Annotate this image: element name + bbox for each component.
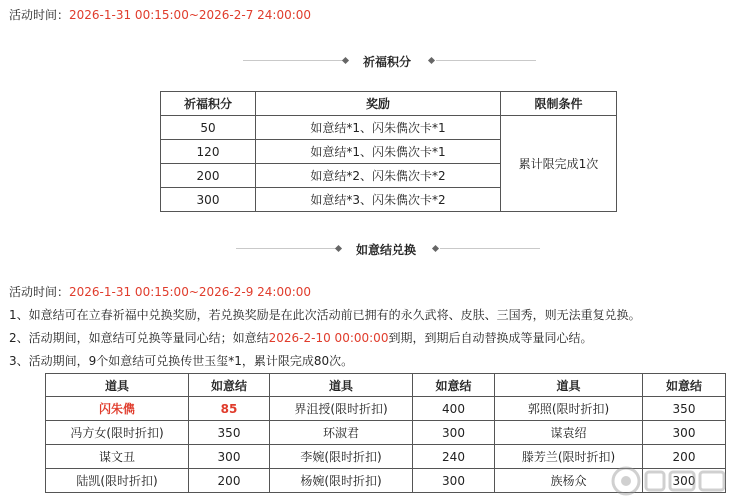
- heading-diamond-left: [342, 57, 349, 64]
- cost-cell: 200: [189, 469, 270, 493]
- cost-cell: 300: [643, 421, 726, 445]
- column-header: 道具: [495, 374, 643, 397]
- column-header: 祈福积分: [161, 92, 256, 116]
- activity-time-value: 2026-1-31 00:15:00~2026-2-7 24:00:00: [69, 8, 312, 22]
- item-cell: 族杨众: [495, 469, 643, 493]
- heading-diamond-left: [335, 245, 342, 252]
- item-cell: 滕芳兰(限时折扣): [495, 445, 643, 469]
- item-cell: 杨婉(限时折扣): [270, 469, 413, 493]
- column-header: 如意结: [189, 374, 270, 397]
- activity-time-label: 活动时间：: [9, 8, 70, 22]
- table-header-row: [46, 374, 726, 397]
- cost-cell: 300: [643, 469, 726, 493]
- table-row: [46, 421, 726, 445]
- activity-time-line: [9, 6, 311, 23]
- cost-cell: 200: [643, 445, 726, 469]
- exchange-time-value: 2026-1-31 00:15:00~2026-2-9 24:00:00: [69, 285, 312, 299]
- cost-cell: 300: [413, 469, 495, 493]
- rule-1: 1、如意结可在立春祈福中兑换奖励，若兑换奖励是在此次活动前已拥有的永久武将、皮肤、三国秀，则无法重复兑换。: [9, 308, 641, 322]
- column-header: 道具: [46, 374, 189, 397]
- heading-diamond-right: [432, 245, 439, 252]
- item-cell: 闪朱儁: [46, 397, 189, 421]
- cost-cell: 240: [413, 445, 495, 469]
- cost-cell: 350: [189, 421, 270, 445]
- cost-cell: 300: [189, 445, 270, 469]
- rule-2-text: 2、活动期间，如意结可兑换等量同心结；如意结: [9, 331, 269, 345]
- cost-cell: 400: [413, 397, 495, 421]
- rule-2: [9, 329, 592, 346]
- reward-cell: 如意结*1、闪朱儁次卡*1: [256, 116, 501, 140]
- points-cell: 120: [161, 140, 256, 164]
- item-cell: 冯方女(限时折扣): [46, 421, 189, 445]
- table-row: [161, 116, 617, 140]
- exchange-time-line: [9, 283, 311, 300]
- heading-divider-left: [243, 60, 343, 61]
- column-header: 奖励: [256, 92, 501, 116]
- cost-cell: 350: [643, 397, 726, 421]
- rule-2-date: 2026-2-10 00:00:00: [268, 331, 389, 345]
- reward-cell: 如意结*3、闪朱儁次卡*2: [256, 188, 501, 212]
- exchange-time-label: 活动时间：: [9, 285, 70, 299]
- section-title-knot-exchange: 如意结兑换: [356, 243, 417, 257]
- heading-divider-left: [236, 248, 336, 249]
- points-cell: 50: [161, 116, 256, 140]
- points-cell: 300: [161, 188, 256, 212]
- table-header-row: [161, 92, 617, 116]
- column-header: 如意结: [643, 374, 726, 397]
- item-cell: 环淑君: [270, 421, 413, 445]
- cost-cell: 300: [413, 421, 495, 445]
- rule-2-text-end: 到期，到期后自动替换成等量同心结。: [388, 331, 593, 345]
- reward-cell: 如意结*1、闪朱儁次卡*1: [256, 140, 501, 164]
- points-cell: 200: [161, 164, 256, 188]
- heading-diamond-right: [428, 57, 435, 64]
- section-title-prayer-points: 祈福积分: [363, 55, 412, 69]
- watermark-logo-icon: [610, 464, 730, 498]
- item-cell: 谋文丑: [46, 445, 189, 469]
- table-row: [46, 397, 726, 421]
- column-header: 限制条件: [501, 92, 617, 116]
- item-cell: 谋袁绍: [495, 421, 643, 445]
- column-header: 道具: [270, 374, 413, 397]
- cost-cell: 85: [189, 397, 270, 421]
- points-table: [160, 91, 617, 212]
- heading-divider-right: [440, 248, 540, 249]
- rule-3: 3、活动期间，9个如意结可兑换传世玉玺*1，累计限完成80次。: [9, 354, 354, 368]
- item-cell: 界沮授(限时折扣): [270, 397, 413, 421]
- column-header: 如意结: [413, 374, 495, 397]
- item-cell: 郭照(限时折扣): [495, 397, 643, 421]
- item-cell: 李婉(限时折扣): [270, 445, 413, 469]
- reward-cell: 如意结*2、闪朱儁次卡*2: [256, 164, 501, 188]
- item-cell: 陆凯(限时折扣): [46, 469, 189, 493]
- heading-divider-right: [436, 60, 536, 61]
- limit-cell: 累计限完成1次: [501, 116, 617, 212]
